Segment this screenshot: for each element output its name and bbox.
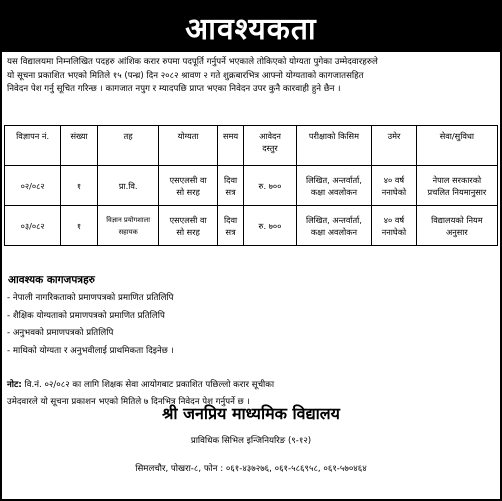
note-text: वि.नं. ०२/०८२ का लागि शिक्षक सेवा आयोगबाट प्रकाशित पछिल्लो करार सूचीका (21, 380, 275, 390)
cell-age (372, 166, 417, 206)
title-banner (2, 2, 500, 52)
cell-line: ननाघेको (381, 226, 407, 237)
cell-service (416, 206, 497, 246)
cell-notice-no: ०३/०८२ (5, 206, 61, 246)
note-line: उमेदवारले यो सूचना प्रकाशन भएको मितिले ७ दिनभित्र निवेदन पेश गर्नुपर्ने छ । (7, 397, 250, 407)
cell-line: प्रचलित नियमानुसार (427, 186, 487, 197)
header-fee-line: आवेदन (259, 131, 281, 141)
school-subtitle: प्राविधिक सिभिल इन्जिनियरिङ (९-१२) (190, 436, 312, 446)
cell-count: १ (61, 206, 98, 246)
cell-exam (296, 206, 371, 246)
cell-notice-no: ०२/०८२ (5, 166, 61, 206)
cell-line: विज्ञान प्रयोगशाला (106, 215, 151, 224)
cell-line: कक्षा अवलोकन (310, 186, 358, 197)
cell-line: ४० वर्ष (383, 174, 405, 185)
school-address: सिमलचौर, पोखरा-८, फोन : ०६१-४३७२७६, ०६१-५८६९५८, ०६१-५७०४६४ (135, 464, 367, 474)
cell-time (217, 206, 243, 246)
cell-exam (296, 166, 371, 206)
header-qualification: योग्यता (159, 126, 217, 166)
cell-line: लिखित, अन्तर्वार्ता, (306, 174, 362, 185)
list-item: - नेपाली नागरिकताको प्रमाणपत्रको प्रमाणित प्रतिलिपि (7, 293, 174, 303)
cell-line: नेपाल सरकारको (432, 174, 482, 185)
table-row (5, 206, 498, 246)
requirements-list (7, 290, 497, 360)
intro-line: यो सूचना प्रकाशित भएको मितिले १५ (पन्ध्र) दिन २०८२ श्रावण २ गते शुक्रबारभित्र आफ्नो योग्यताको कागजातसहित (7, 70, 364, 81)
cell-level (97, 206, 159, 246)
header-count: संख्या (61, 126, 98, 166)
header-time: समय (217, 126, 243, 166)
header-fee-line: दस्तुर (262, 143, 278, 153)
cell-line: कक्षा अवलोकन (310, 226, 358, 237)
list-item: - माथिको योग्यता र अनुभवीलाई प्राथमिकता दिइनेछ । (7, 345, 174, 356)
cell-line: दिवा (223, 174, 238, 185)
list-item: - अनुभवको प्रमाणपत्रको प्रतिलिपि (7, 328, 114, 338)
header-exam: परीक्षाको किसिम (296, 126, 371, 166)
cell-time (217, 166, 243, 206)
cell-line: लिखित, अन्तर्वार्ता, (306, 214, 362, 225)
footer (2, 398, 500, 501)
header-fee (244, 126, 296, 166)
cell-line: सत्र (225, 226, 236, 237)
cell-line: सो सरह (176, 186, 200, 197)
cell-service (416, 166, 497, 206)
note-label: नोट: (7, 380, 22, 390)
intro-line: निवेदन पेश गर्नु सूचित गरिन्छ । कागजात नपुग र म्यादपछि प्राप्त भएका निवेदन उपर कुनै कारवाही हुने छैन । (7, 84, 341, 94)
cell-qualification (159, 206, 217, 246)
cell-count: १ (61, 166, 98, 206)
cell-line: सत्र (225, 186, 236, 197)
cell-fee: रु. ७०० (244, 166, 296, 206)
cell-line: ननाघेको (381, 186, 407, 197)
cell-line: एसएलसी वा (169, 214, 207, 225)
cell-line: दिवा (223, 214, 238, 225)
cell-line: अनुसार (445, 226, 468, 237)
intro-line: यस विद्यालयमा निम्नलिखित पदहरु आंशिक करार रुपमा पदपूर्ति गर्नुपर्ने भएकाले तोकिएको योग्यता पुगेका उम्मेदवारहरुले (7, 57, 378, 67)
header-age: उमेर (372, 126, 417, 166)
cell-line: सहायक (118, 227, 138, 236)
school-name: श्री जनप्रिय माध्यमिक विद्यालय (162, 404, 340, 423)
intro-paragraph (7, 56, 495, 97)
header-service: सेवा/सुविधा (416, 126, 497, 166)
cell-line: विद्यालयको नियम (431, 214, 483, 225)
header-notice-no: विज्ञापन नं. (5, 126, 61, 166)
list-item: - शैक्षिक योग्यताको प्रमाणपत्रको प्रमाणित प्रतिलिपि (7, 310, 165, 321)
table-row (5, 166, 498, 206)
note-line (7, 377, 497, 394)
requirements-heading: आवश्यक कागजपत्रहरु (8, 274, 95, 286)
cell-line: सो सरह (176, 226, 200, 237)
cell-line: एसएलसी वा (169, 174, 207, 185)
cell-level: प्रा.वि. (97, 166, 159, 206)
cell-line: ४० वर्ष (383, 214, 405, 225)
cell-age (372, 206, 417, 246)
header-level: तह (97, 126, 159, 166)
vacancy-table (4, 125, 498, 246)
table-header-row (5, 126, 498, 166)
cell-fee: रु. ७०० (244, 206, 296, 246)
cell-qualification (159, 166, 217, 206)
notice-title: आवश्यकता (185, 11, 317, 47)
